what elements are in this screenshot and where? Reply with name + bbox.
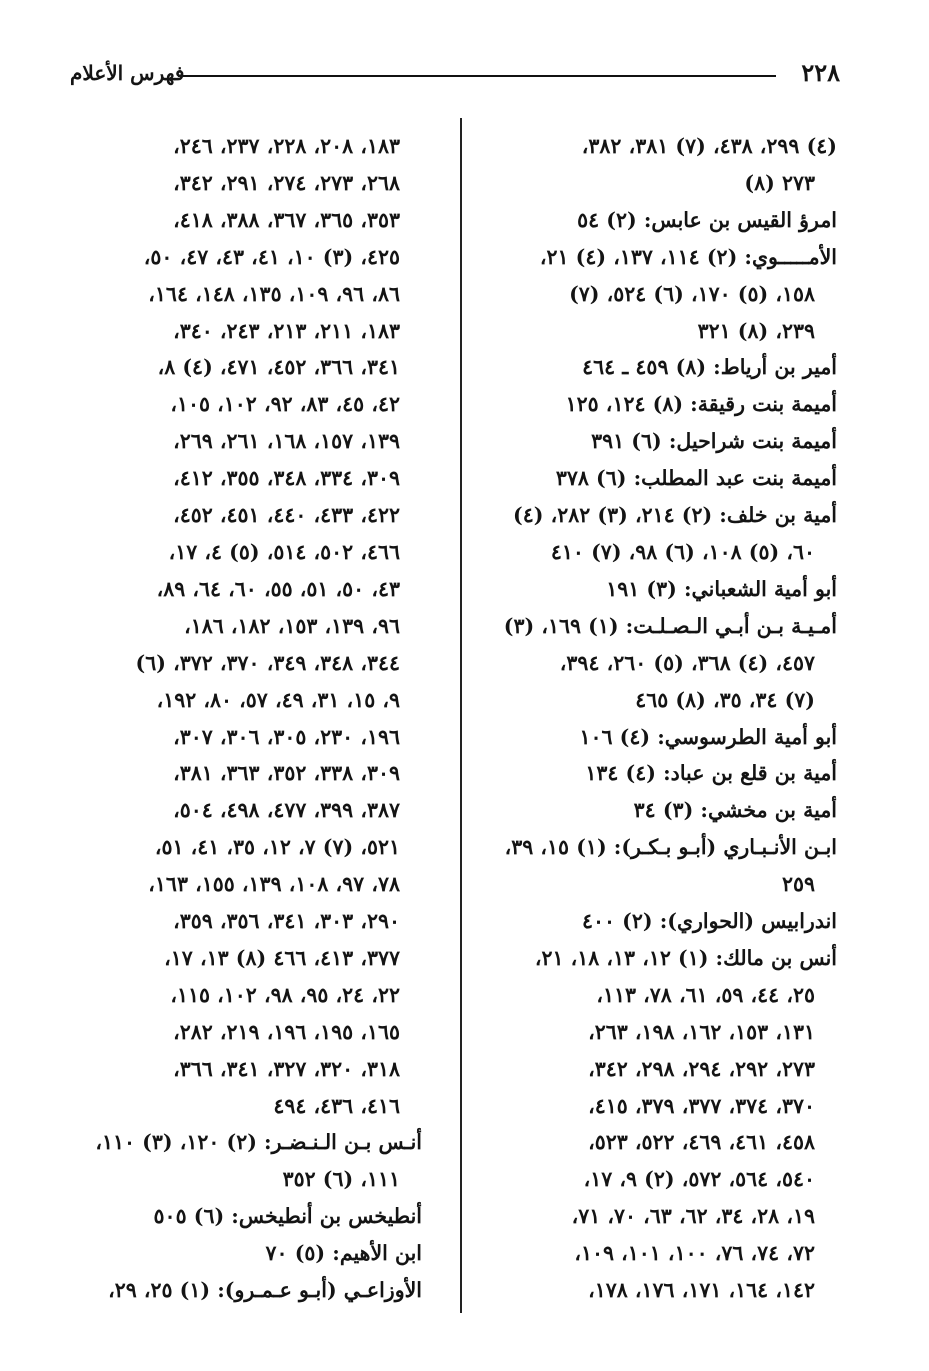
index-entry-page-refs-line: ١٩، ٢٨، ٣٤، ٦٢، ٦٣، ٧٠، ٧١،	[571, 1204, 815, 1229]
index-entry-page-refs-line: ٢٦٨، ٢٧٣، ٢٧٤، ٢٩١، ٣٤٢،	[173, 170, 400, 195]
index-entry	[469, 829, 837, 903]
page-number: ٢٢٨	[801, 58, 840, 87]
index-entry-heading-line: ابن الأهيم: (٥) ٧٠	[265, 1241, 422, 1266]
index-entry-page-refs-line: ٤٢٢، ٤٣٣، ٤٤٠، ٤٥١، ٤٥٢،	[173, 503, 400, 528]
index-entry	[469, 128, 837, 202]
index-entry-page-refs-line: ٢٩٠، ٣٠٣، ٣٤١، ٣٥٦، ٣٥٩،	[173, 909, 400, 934]
index-entry-page-refs-line: (٧) ٣٤، ٣٥، (٨) ٤٦٥	[635, 687, 815, 712]
index-entry-heading-line: الأوزاعـي (أبـو عـمـرو): (١) ٢٥، ٢٩،	[108, 1278, 422, 1303]
header-rule	[178, 75, 776, 77]
index-entry	[469, 349, 837, 386]
index-entry	[66, 1235, 422, 1272]
index-entry	[469, 202, 837, 239]
index-entry	[469, 239, 837, 350]
index-entry-heading-line: أمير بن أرياط: (٨) ٤٥٩ ـ ٤٦٤	[582, 355, 837, 380]
index-entry-page-refs-line: ١٨٣، ٢١١، ٢١٣، ٢٤٣، ٣٤٠،	[173, 318, 400, 343]
index-entry-page-refs-line: ٣٨٧، ٣٩٩، ٤٧٧، ٤٩٨، ٥٠٤،	[173, 798, 400, 823]
index-entry-page-refs-line: ٧٢، ٧٤، ٧٦، ١٠٠، ١٠١، ١٠٩،	[574, 1241, 815, 1266]
index-entry-heading-line: أنـس بـن الـنـضـر: (٢) ١٢٠، (٣) ١١٠،	[95, 1130, 422, 1155]
index-entry	[469, 719, 837, 756]
index-entry-page-refs-line: ٤٣، ٥٠، ٥١، ٥٥، ٦٠، ٦٤، ٨٩،	[156, 576, 400, 601]
index-entry-page-refs-line: ٤١٦، ٤٣٦، ٤٩٤	[273, 1093, 400, 1118]
index-entry-heading-line: أنس بن مالك: (١) ١٢، ١٣، ١٨، ٢١،	[534, 945, 837, 970]
index-entry	[469, 386, 837, 423]
index-entry	[469, 460, 837, 497]
index-entry-heading-line: ابـن الأنـبـاري (أبـو بـكـر): (١) ١٥، ٣٩،	[504, 835, 837, 860]
index-entry-page-refs-line: ٣٠٩، ٣٣٤، ٣٤٨، ٣٥٥، ٤١٢،	[173, 466, 400, 491]
index-entry-page-refs-line: ١٣٩، ١٥٧، ١٦٨، ٢٦١، ٢٦٩،	[173, 429, 400, 454]
index-entry-page-refs-line: ٣٧٧، ٤١٣، ٤٦٦ (٨) ١٣، ١٧،	[164, 945, 400, 970]
index-entry	[469, 903, 837, 940]
index-entry	[469, 571, 837, 608]
index-entry-heading-line: أمـيـة بـن أبـي الـصـلـت: (١) ١٦٩، (٣)	[503, 613, 837, 638]
index-entry-page-refs-line: ٧٨، ٩٧، ١٠٨، ١٣٩، ١٥٥، ١٦٣،	[148, 872, 400, 897]
index-entry-page-refs-line: ٣٥٣، ٣٦٥، ٣٦٧، ٣٨٨، ٤١٨،	[173, 207, 400, 232]
index-column-right	[469, 128, 837, 1309]
index-entry	[66, 1272, 422, 1309]
index-entry	[66, 1124, 422, 1198]
index-entry-page-refs-line: ١٣١، ١٥٣، ١٦٢، ١٩٨، ٢٦٣،	[588, 1019, 815, 1044]
index-entry-page-refs-line: ٤٢، ٤٥، ٨٣، ٩٢، ١٠٢، ١٠٥،	[170, 392, 400, 417]
index-entry	[66, 1198, 422, 1235]
index-entry-page-refs-line: ٥٤٠، ٥٦٤، ٥٧٢، (٢) ٩، ١٧،	[583, 1167, 815, 1192]
index-entry-heading-line: (٤) ٢٩٩، ٤٣٨، (٧) ٣٨١، ٣٨٢،	[581, 134, 837, 158]
column-divider	[460, 118, 462, 1313]
index-entry	[66, 128, 422, 1124]
page-header	[70, 58, 840, 88]
index-entry-page-refs-line: ٣٤١، ٣٦٦، ٤٥٢، ٤٧١، (٤) ٨،	[157, 355, 400, 380]
index-entry-heading-line: أميمة بنت عبد المطلب: (٦) ٣٧٨	[555, 466, 837, 491]
index-column-left	[66, 128, 422, 1309]
index-entry-page-refs-line: ٤٥٨، ٤٦١، ٤٦٩، ٥٢٢، ٥٢٣،	[588, 1130, 815, 1155]
index-entry-page-refs-line: ٢٥، ٤٤، ٥٩، ٦١، ٧٨، ١١٣،	[596, 982, 815, 1007]
index-entry-page-refs-line: ٤٢٥، (٣) ١٠، ٤١، ٤٣، ٤٧، ٥٠،	[143, 244, 400, 269]
index-entry-heading-line: أميمة بنت شراحيل: (٦) ٣٩١	[591, 429, 837, 454]
index-entry-page-refs-line: ١٥٨، (٥) ١٧٠، (٦) ٥٢٤، (٧)	[569, 281, 815, 306]
index-entry	[469, 755, 837, 792]
index-entry-page-refs-line: ٢٧٣ (٨)	[744, 170, 815, 195]
index-entry-heading-line: الأمـــــوي: (٢) ١١٤، ١٣٧، (٤) ٢١،	[539, 244, 837, 269]
index-entry	[469, 497, 837, 571]
index-entry-page-refs-line: ٢٣٩، (٨) ٣٢١	[697, 318, 815, 343]
index-entry-heading-line: أمية بن مخشي: (٣) ٣٤	[633, 798, 837, 823]
index-entry-heading-line: أبو أمية الطرسوسي: (٤) ١٠٦	[579, 724, 837, 749]
index-entry-page-refs-line: ٣١٨، ٣٢٠، ٣٢٧، ٣٤١، ٣٦٦،	[173, 1056, 400, 1081]
index-entry-page-refs-line: ١٤٢، ١٦٤، ١٧١، ١٧٦، ١٧٨،	[588, 1278, 815, 1303]
index-entry	[469, 608, 837, 719]
index-entry-page-refs-line: ٤٥٧، (٤) ٣٦٨، (٥) ٢٦٠، ٣٩٤،	[559, 650, 815, 675]
index-entry-page-refs-line: ٨٦، ٩٦، ١٠٩، ١٣٥، ١٤٨، ١٦٤،	[148, 281, 400, 306]
index-entry-page-refs-line: ٢٧٣، ٢٩٢، ٢٩٤، ٢٩٨، ٣٤٢،	[588, 1056, 815, 1081]
index-entry-heading-line: أمية بن خلف: (٢) ٢١٤، (٣) ٢٨٢، (٤)	[513, 503, 837, 528]
index-entry-page-refs-line: ١١١، (٦) ٣٥٢	[282, 1167, 400, 1192]
index-entry	[469, 792, 837, 829]
index-entry-page-refs-line: ٥٢١، (٧) ٧، ١٢، ٣٥، ٤١، ٥١،	[154, 835, 400, 860]
index-entry-page-refs-line: ٦٠، (٥) ١٠٨، (٦) ٩٨، (٧) ٤١٠	[550, 539, 815, 564]
running-title: فهرس الأعلام	[70, 61, 185, 85]
index-entry	[469, 423, 837, 460]
index-entry-page-refs-line: ٢٥٩	[781, 872, 815, 897]
index-entry-heading-line: أنطيخس بن أنطيخس: (٦) ٥٠٥	[153, 1204, 422, 1229]
index-entry-page-refs-line: ٩، ١٥، ٣١، ٤٩، ٥٧، ٨٠، ١٩٢،	[156, 687, 400, 712]
index-entry-page-refs-line: ١٨٣، ٢٠٨، ٢٢٨، ٢٣٧، ٢٤٦،	[173, 134, 400, 158]
index-entry-heading-line: أبو أمية الشعباني: (٣) ١٩١	[606, 576, 837, 601]
index-entry-heading-line: اندرابيس (الحواري): (٢) ٤٠٠	[581, 909, 837, 934]
index-entry-page-refs-line: ٣٤٤، ٣٤٨، ٣٤٩، ٣٧٠، ٣٧٢، (٦)	[135, 650, 400, 675]
index-entry	[469, 940, 837, 1309]
index-entry-page-refs-line: ٩٦، ١٣٩، ١٥٣، ١٨٢، ١٨٦،	[184, 613, 400, 638]
index-entry-page-refs-line: ١٦٥، ١٩٥، ١٩٦، ٢١٩، ٢٨٢،	[173, 1019, 400, 1044]
index-entry-heading-line: أمية بن قلع بن عباد: (٤) ١٣٤	[585, 761, 837, 786]
index-entry-page-refs-line: ٢٢، ٢٤، ٩٥، ٩٨، ١٠٢، ١١٥،	[170, 982, 400, 1007]
index-entry-heading-line: أميمة بنت رقيقة: (٨) ١٢٤، ١٢٥	[565, 392, 837, 417]
index-entry-page-refs-line: ٤٦٦، ٥٠٢، ٥١٤، (٥) ٤، ١٧،	[168, 539, 400, 564]
index-entry-page-refs-line: ٣٧٠، ٣٧٤، ٣٧٧، ٣٧٩، ٤١٥،	[588, 1093, 815, 1118]
index-entry-heading-line: امرؤ القيس بن عابس: (٢) ٥٤	[577, 207, 837, 232]
index-entry-page-refs-line: ١٩٦، ٢٣٠، ٣٠٥، ٣٠٦، ٣٠٧،	[173, 724, 400, 749]
index-entry-page-refs-line: ٣٠٩، ٣٣٨، ٣٥٢، ٣٦٣، ٣٨١،	[173, 761, 400, 786]
